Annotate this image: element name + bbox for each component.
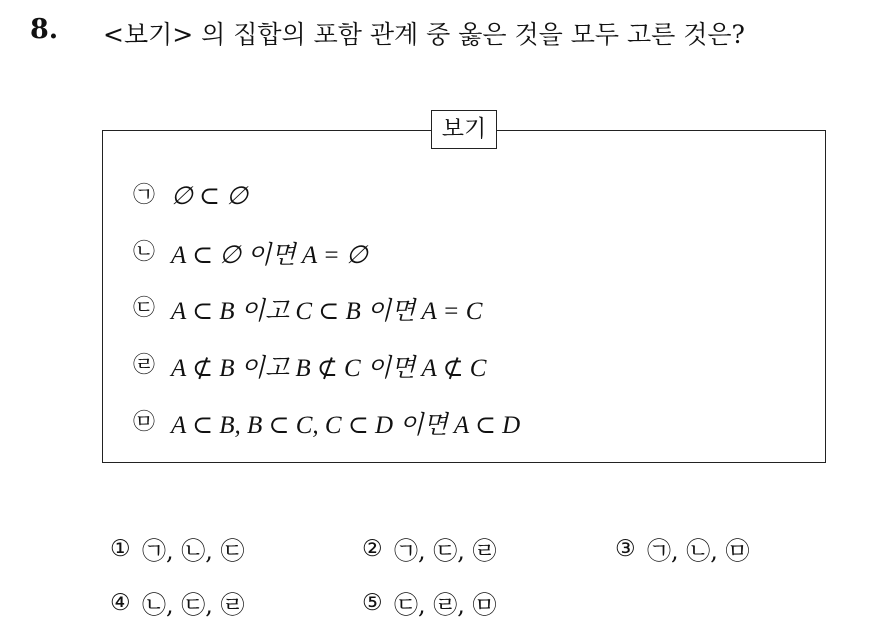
choice-text-1: ㉠, ㉡, ㉢	[142, 537, 245, 565]
question-number: 8.	[30, 14, 59, 45]
choice-number-2: ②	[362, 535, 383, 562]
choice-number-1: ①	[110, 535, 131, 562]
answer-choice-1[interactable]	[110, 531, 245, 566]
example-item-4	[132, 349, 486, 383]
answer-choice-3[interactable]	[615, 531, 750, 566]
example-item-3	[132, 292, 482, 326]
example-item-5	[132, 406, 520, 440]
choice-text-5: ㉢, ㉣, ㉤	[394, 591, 497, 619]
item-expression-4: A ⊄ B 이고 B ⊄ C 이면 A ⊄ C	[171, 355, 487, 382]
answer-choice-2[interactable]	[362, 531, 497, 566]
item-expression-3: A ⊂ B 이고 C ⊂ B 이면 A = C	[171, 298, 483, 325]
choice-text-4: ㉡, ㉢, ㉣	[142, 591, 245, 619]
choice-number-4: ④	[110, 589, 131, 616]
item-expression-1: ∅ ⊂ ∅	[171, 183, 249, 210]
item-marker-1: ㉠	[132, 183, 155, 208]
question-text: <보기> 의 집합의 포함 관계 중 옳은 것을 모두 고른 것은?	[103, 20, 745, 49]
item-marker-3: ㉢	[132, 296, 155, 321]
choice-number-5: ⑤	[362, 589, 383, 616]
item-marker-4: ㉣	[132, 353, 155, 378]
item-expression-2: A ⊂ ∅ 이면 A = ∅	[171, 242, 368, 269]
item-marker-5: ㉤	[132, 410, 155, 435]
example-item-2	[132, 236, 368, 270]
item-marker-2: ㉡	[132, 240, 155, 265]
choice-text-2: ㉠, ㉢, ㉣	[394, 537, 497, 565]
example-box-title: 보기	[431, 110, 497, 149]
choice-number-3: ③	[615, 535, 636, 562]
example-item-1	[132, 179, 248, 213]
item-expression-5: A ⊂ B, B ⊂ C, C ⊂ D 이면 A ⊂ D	[171, 412, 521, 439]
choice-text-3: ㉠, ㉡, ㉤	[647, 537, 750, 565]
